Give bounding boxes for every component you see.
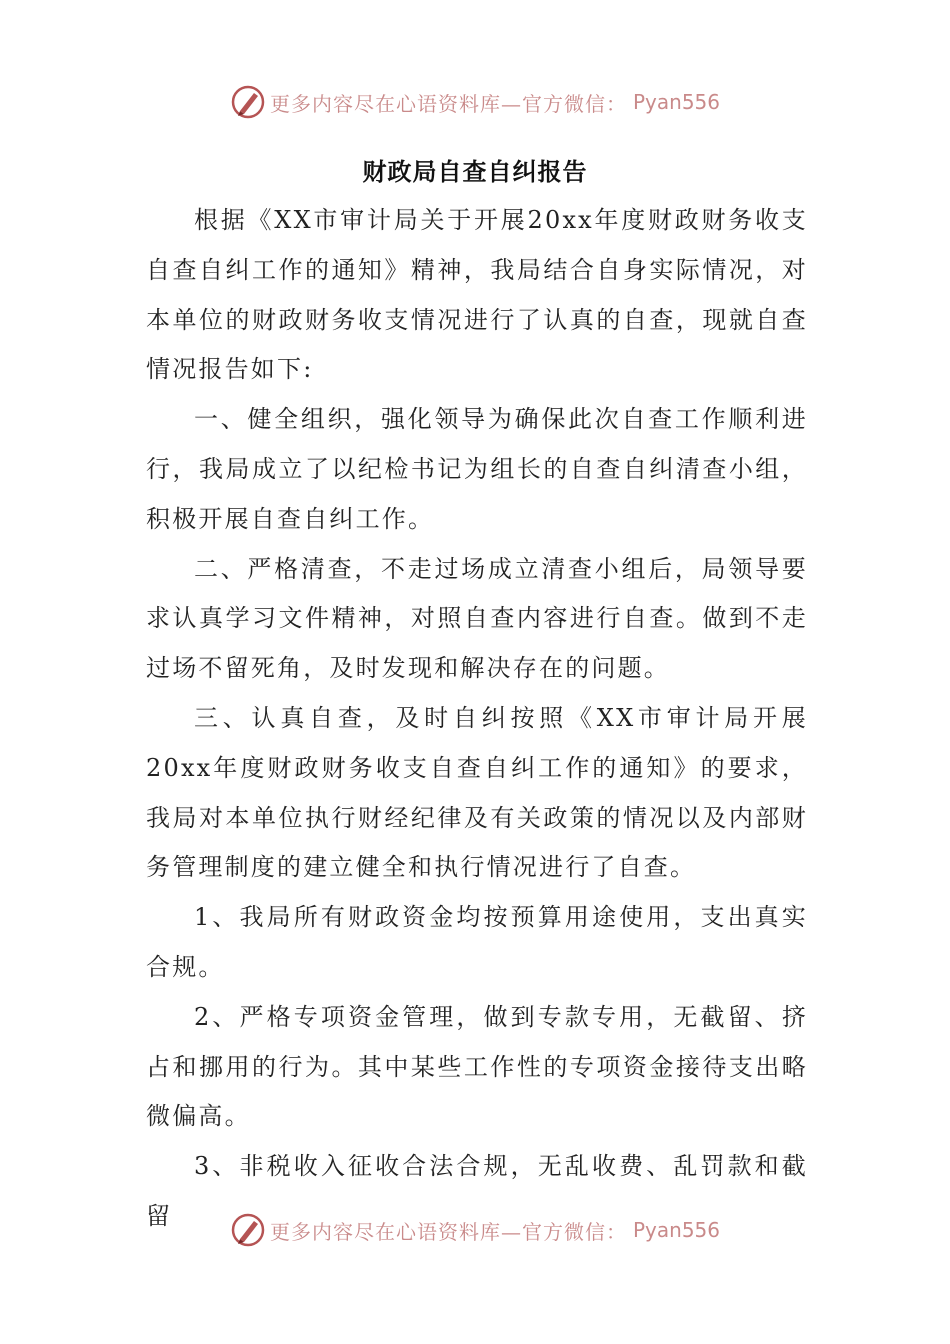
header-banner	[0, 82, 950, 122]
paragraph-item-1: 1、我局所有财政资金均按预算用途使用，支出真实合规。	[146, 903, 808, 981]
document-body	[146, 196, 808, 1242]
banner-wechat-id: Pyan556	[632, 90, 720, 114]
paragraph-section-1: 一、健全组织，强化领导为确保此次自查工作顺利进行，我局成立了以纪检书记为组长的自查自纠清查小组，积极开展自查自纠工作。	[146, 405, 808, 533]
pen-logo-icon	[230, 1212, 266, 1248]
banner-text: 更多内容尽在心语资料库—官方微信：	[269, 91, 627, 116]
paragraph-item-2: 2、严格专项资金管理，做到专款专用，无截留、挤占和挪用的行为。其中某些工作性的专项资金接待支出略微偏高。	[146, 1002, 808, 1131]
footer-banner	[0, 1210, 950, 1250]
banner-text: 更多内容尽在心语资料库—官方微信：	[269, 1219, 627, 1244]
paragraph-item-3: 3、非税收入征收合法合规，无乱收费、乱罚款和截留	[146, 1152, 808, 1230]
pen-logo-icon	[230, 84, 266, 120]
banner-wechat-id: Pyan556	[632, 1218, 720, 1242]
paragraph-section-2: 二、严格清查，不走过场成立清查小组后，局领导要求认真学习文件精神，对照自查内容进行自查。做到不走过场不留死角，及时发现和解决存在的问题。	[146, 554, 808, 683]
paragraph-section-3: 三、认真自查，及时自纠按照《XX市审计局开展20xx年度财政财务收支自查自纠工作的通知》的要求，我局对本单位执行财经纪律及有关政策的情况以及内部财务管理制度的建立健全和执行情况进行了自查。	[146, 703, 808, 882]
document-title: 财政局自查自纠报告	[362, 157, 588, 186]
paragraph-intro: 根据《XX市审计局关于开展20xx年度财政财务收支自查自纠工作的通知》精神，我局结合自身实际情况，对本单位的财政财务收支情况进行了认真的自查，现就自查情况报告如下:	[146, 206, 808, 384]
